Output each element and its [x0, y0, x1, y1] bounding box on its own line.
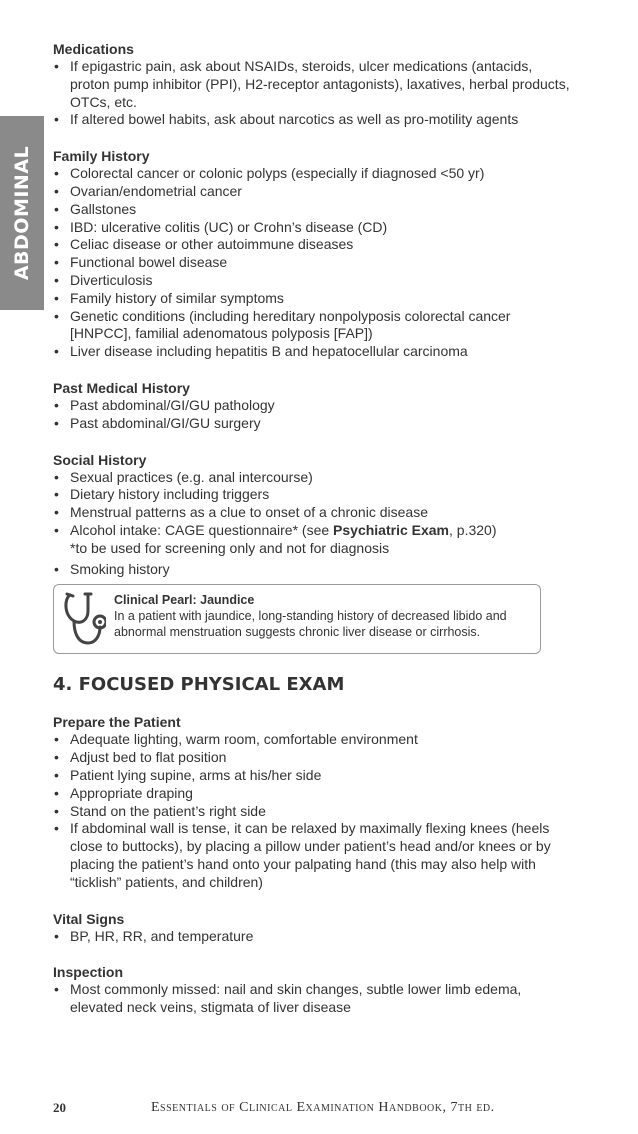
side-tab-label: ABDOMINAL	[11, 145, 33, 281]
alcohol-note: *to be used for screening only and not for diagnosis	[70, 539, 390, 556]
list-item: • Celiac disease or other autoimmune diseases	[53, 236, 573, 254]
list-item: • BP, HR, RR, and temperature	[53, 928, 573, 946]
list-item: • Adequate lighting, warm room, comfortable environment	[53, 731, 573, 749]
social-history-list	[53, 469, 573, 579]
page-content	[53, 40, 573, 1017]
vital-signs-heading: Vital Signs	[53, 910, 125, 927]
cross-reference: Psychiatric Exam	[333, 521, 450, 538]
list-item: • Liver disease including hepatitis B and hepatocellular carcinoma	[53, 343, 573, 361]
list-item: • Stand on the patient’s right side	[53, 803, 573, 821]
list-item	[53, 522, 573, 558]
clinical-pearl-box	[53, 584, 541, 654]
section-title: 4. FOCUSED PHYSICAL EXAM	[53, 674, 345, 696]
inspection-heading: Inspection	[53, 964, 124, 981]
list-item: • IBD: ulcerative colitis (UC) or Crohn’s disease (CD)	[53, 219, 573, 237]
list-item: • If epigastric pain, ask about NSAIDs, steroids, ulcer medications (antacids, proton pump inhibitor (PPI), H2-receptor antagonists), laxatives, herbal products, OTCs, etc.	[53, 58, 573, 111]
list-item: • Menstrual patterns as a clue to onset of a chronic disease	[53, 504, 573, 522]
list-item: • Genetic conditions (including hereditary nonpolyposis colorectal cancer [HNPCC], familial adenomatous polyposis [FAP])	[53, 308, 573, 344]
page-number: 20	[53, 1100, 66, 1115]
list-item: • If abdominal wall is tense, it can be relaxed by maximally flexing knees (heels close to buttocks), by placing a pillow under patient’s head and/or knees or by placing the patient’s hand onto your palpating hand (this may also help with “ticklish” patients, and children)	[53, 820, 573, 891]
past-medical-history-list	[53, 397, 573, 433]
prepare-patient-list	[53, 731, 573, 891]
list-item: • Appropriate draping	[53, 785, 573, 803]
pearl-title: Clinical Pearl: Jaundice	[114, 593, 255, 608]
list-item: • If altered bowel habits, ask about narcotics as well as pro-motility agents	[53, 111, 573, 129]
list-item: • Smoking history	[53, 561, 573, 579]
prepare-patient-heading: Prepare the Patient	[53, 714, 181, 731]
list-item: • Patient lying supine, arms at his/her side	[53, 767, 573, 785]
inspection-list	[53, 981, 573, 1017]
list-item: • Gallstones	[53, 201, 573, 219]
past-medical-history-heading: Past Medical History	[53, 379, 190, 396]
pearl-text: In a patient with jaundice, long-standing history of decreased libido and abnormal menstruation suggests chronic liver disease or cirrhosis.	[114, 609, 507, 640]
family-history-heading: Family History	[53, 148, 150, 165]
list-item: • Past abdominal/GI/GU surgery	[53, 415, 573, 433]
list-item: • Ovarian/endometrial cancer	[53, 183, 573, 201]
alcohol-page: , p.320)	[449, 521, 497, 538]
list-item: • Colorectal cancer or colonic polyps (especially if diagnosed <50 yr)	[53, 165, 573, 183]
list-item: • Sexual practices (e.g. anal intercourse)	[53, 469, 573, 487]
list-item: • Dietary history including triggers	[53, 486, 573, 504]
social-history-heading: Social History	[53, 451, 147, 468]
list-item: • Adjust bed to flat position	[53, 749, 573, 767]
list-item: • Past abdominal/GI/GU pathology	[53, 397, 573, 415]
list-item: • Most commonly missed: nail and skin changes, subtle lower limb edema, elevated neck veins, stigmata of liver disease	[53, 981, 573, 1017]
medications-list	[53, 58, 573, 129]
stethoscope-icon	[60, 589, 106, 649]
vital-signs-list	[53, 928, 573, 946]
section-side-tab	[0, 116, 44, 310]
medications-heading: Medications	[53, 41, 134, 57]
list-item: • Family history of similar symptoms	[53, 290, 573, 308]
alcohol-text: Alcohol intake: CAGE questionnaire* (see	[70, 521, 334, 538]
family-history-list	[53, 165, 573, 361]
book-title: Essentials of Clinical Examination Handbook, 7th ed.	[151, 1100, 495, 1115]
list-item: • Diverticulosis	[53, 272, 573, 290]
list-item: • Functional bowel disease	[53, 254, 573, 272]
